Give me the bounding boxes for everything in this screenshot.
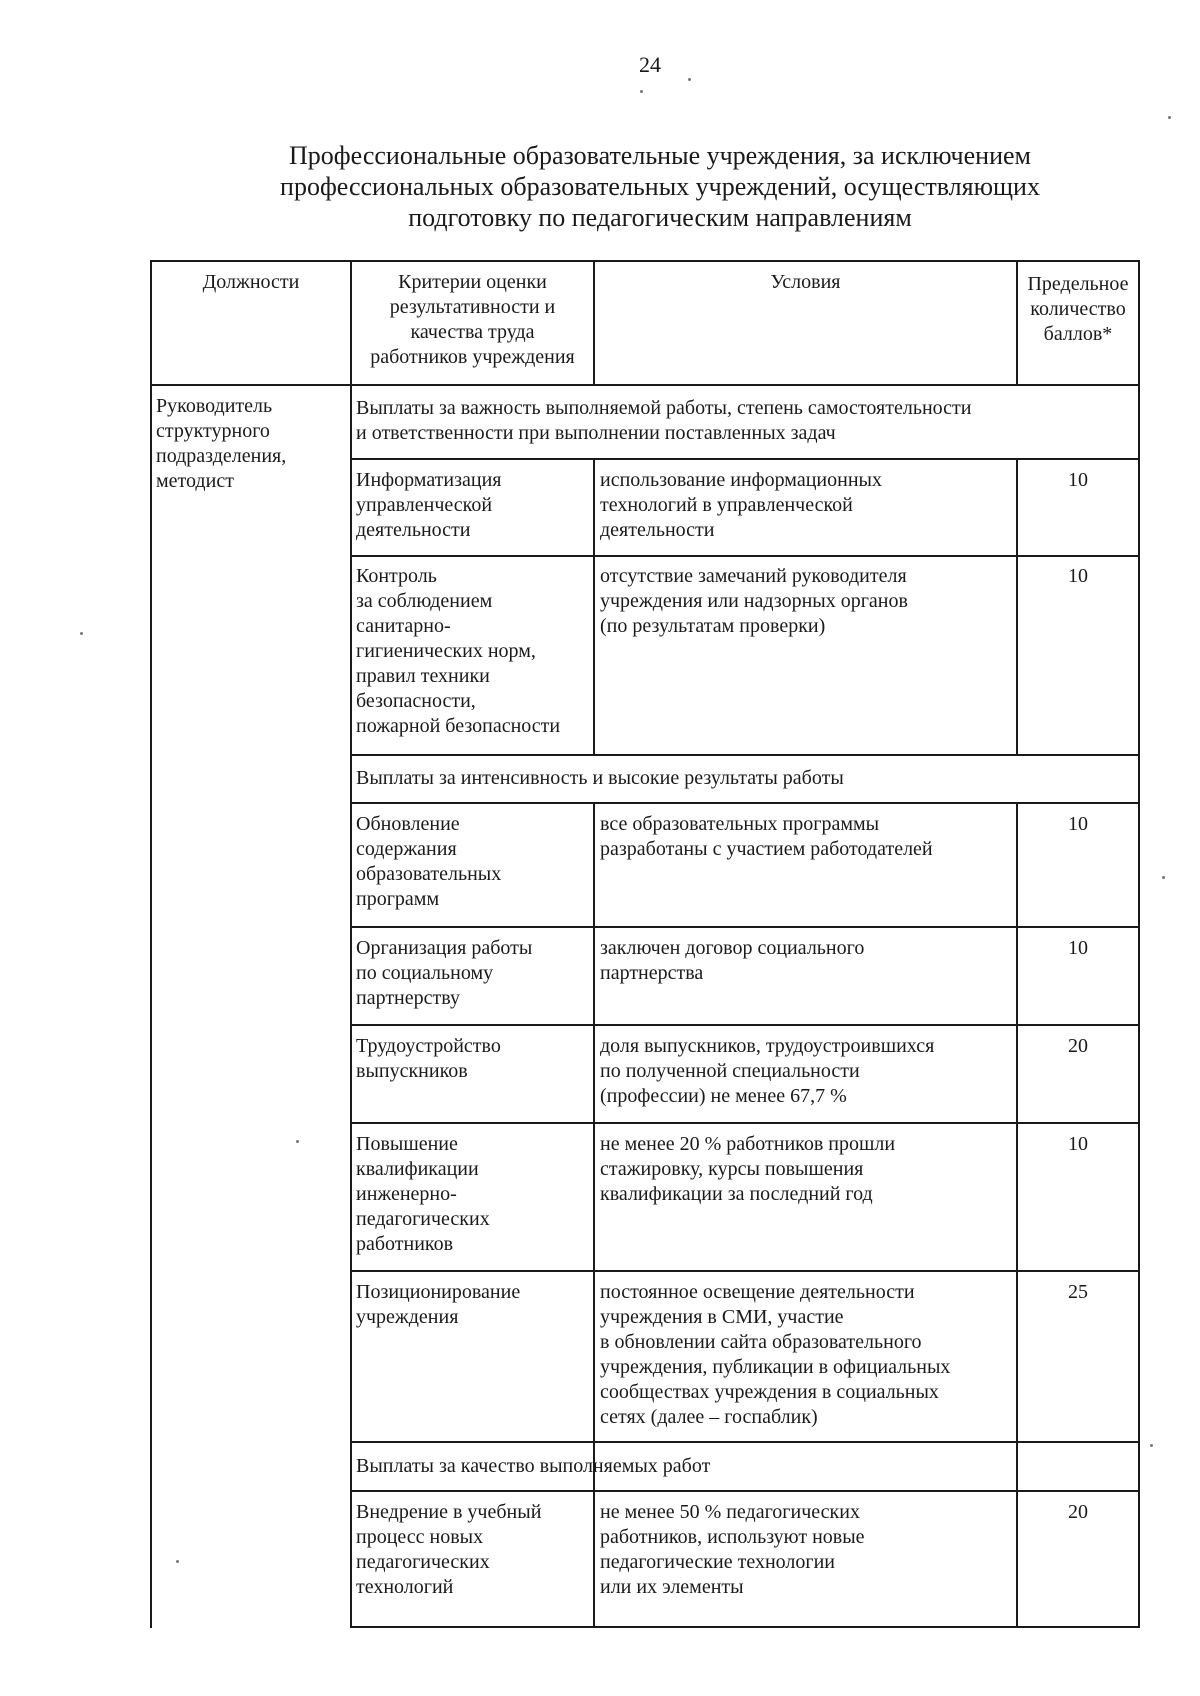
conditions-line: использование информационных	[600, 469, 882, 491]
document-title	[200, 140, 1120, 233]
column-divider	[350, 260, 352, 1628]
row-divider	[350, 802, 1140, 804]
criteria-cell	[356, 1132, 591, 1257]
criteria-line: безопасности,	[356, 690, 476, 712]
criteria-line: учреждения	[356, 1306, 459, 1328]
criteria-line: Внедрение в учебный	[356, 1501, 542, 1523]
criteria-line: Трудоустройство	[356, 1035, 501, 1057]
section-heading	[356, 396, 1136, 446]
conditions-line: технологий в управленческой	[600, 494, 853, 516]
column-divider	[1016, 458, 1018, 756]
points-cell: 20	[1068, 1501, 1088, 1523]
title-line: подготовку по педагогическим направлениям	[408, 203, 912, 232]
section-heading-line: Выплаты за важность выполняемой работы, степень самостоятельности	[356, 397, 972, 419]
header-points-line: количество	[1030, 298, 1126, 320]
conditions-line: сетях (далее – госпаблик)	[600, 1406, 818, 1428]
section-heading	[356, 766, 1136, 791]
criteria-line: санитарно-	[356, 615, 451, 637]
header-conditions: Условия	[770, 271, 841, 293]
row-divider	[350, 1441, 1140, 1443]
conditions-cell	[600, 1280, 1014, 1430]
header-position: Должности	[202, 271, 300, 293]
table-border-left	[150, 260, 152, 1628]
column-divider	[593, 458, 595, 557]
criteria-line: гигиенических норм,	[356, 640, 536, 662]
header-criteria-line: работников учреждения	[370, 346, 575, 368]
row-divider	[350, 1270, 1140, 1272]
header-criteria	[352, 270, 593, 370]
conditions-line: сообществах учреждения в социальных	[600, 1381, 939, 1403]
conditions-line: доля выпускников, трудоустроившихся	[600, 1035, 935, 1057]
criteria-cell	[356, 468, 591, 543]
table-bottom-border	[350, 1626, 1140, 1628]
row-divider	[350, 754, 1140, 756]
row-divider	[350, 555, 1140, 557]
title-line: Профессиональные образовательные учреждения, за исключением	[289, 141, 1031, 170]
criteria-line: Организация работы	[356, 937, 533, 959]
row-divider	[350, 1122, 1140, 1124]
criteria-table	[150, 260, 1140, 1628]
conditions-line: (по результатам проверки)	[600, 615, 826, 637]
criteria-cell	[356, 936, 591, 1011]
position-line: Руководитель	[156, 395, 273, 417]
criteria-line: работников	[356, 1233, 454, 1255]
points-cell: 10	[1068, 469, 1088, 491]
criteria-line: содержания	[356, 838, 457, 860]
conditions-line: педагогические технологии	[600, 1551, 835, 1573]
criteria-cell	[356, 1500, 591, 1600]
conditions-line: работников, используют новые	[600, 1526, 865, 1548]
conditions-line: деятельности	[600, 519, 715, 541]
criteria-line: Повышение	[356, 1133, 458, 1155]
criteria-cell	[356, 812, 591, 912]
criteria-cell	[356, 1280, 591, 1330]
scan-speck	[1162, 876, 1165, 879]
conditions-cell	[600, 812, 1014, 862]
criteria-line: Позиционирование	[356, 1281, 521, 1303]
criteria-line: пожарной безопасности	[356, 715, 561, 737]
criteria-line: Информатизация	[356, 469, 502, 491]
criteria-line: по социальному	[356, 962, 494, 984]
conditions-line: не менее 50 % педагогических	[600, 1501, 860, 1523]
criteria-line: Обновление	[356, 813, 460, 835]
conditions-line: учреждения или надзорных органов	[600, 590, 908, 612]
row-divider	[350, 926, 1140, 928]
position-cell	[156, 394, 348, 494]
conditions-cell	[600, 1500, 1014, 1600]
title-line: профессиональных образовательных учреждений, осуществляющих	[280, 172, 1040, 201]
column-divider	[593, 802, 595, 1492]
conditions-line: учреждения, публикации в официальных	[600, 1356, 951, 1378]
scan-speck	[80, 632, 83, 635]
points-cell: 10	[1068, 813, 1088, 835]
header-points	[1018, 272, 1138, 347]
header-points-line: Предельное	[1027, 273, 1129, 295]
header-points-line: баллов*	[1043, 323, 1113, 345]
criteria-cell	[356, 1034, 591, 1084]
scan-speck	[688, 78, 691, 81]
section-heading-line: Выплаты за качество выполняемых работ	[356, 1455, 711, 1477]
points-cell: 10	[1068, 1133, 1088, 1155]
criteria-line: образовательных	[356, 863, 502, 885]
criteria-line: программ	[356, 888, 440, 910]
conditions-cell	[600, 1034, 1014, 1109]
conditions-line: постоянное освещение деятельности	[600, 1281, 915, 1303]
scan-speck	[296, 1140, 299, 1143]
criteria-line: выпускников	[356, 1060, 468, 1082]
conditions-line: разработаны с участием работодателей	[600, 838, 933, 860]
scan-speck	[1150, 1444, 1153, 1447]
row-divider	[350, 458, 1140, 460]
table-border-top	[150, 260, 1140, 262]
conditions-line: (профессии) не менее 67,7 %	[600, 1085, 847, 1107]
page-number: 24	[639, 52, 661, 77]
criteria-line: партнерству	[356, 987, 461, 1009]
conditions-line: учреждения в СМИ, участие	[600, 1306, 844, 1328]
scan-speck	[640, 90, 643, 93]
row-divider	[350, 1490, 1140, 1492]
criteria-line: процесс новых	[356, 1526, 484, 1548]
conditions-cell	[600, 1132, 1014, 1207]
points-cell: 10	[1068, 937, 1088, 959]
conditions-line: заключен договор социального	[600, 937, 865, 959]
criteria-line: управленческой	[356, 494, 493, 516]
conditions-line: стажировку, курсы повышения	[600, 1158, 864, 1180]
criteria-line: инженерно-	[356, 1183, 457, 1205]
criteria-line: квалификации	[356, 1158, 479, 1180]
conditions-cell	[600, 564, 1014, 639]
points-cell: 20	[1068, 1035, 1088, 1057]
scan-speck	[176, 1560, 179, 1563]
conditions-cell	[600, 468, 1014, 543]
header-bottom-border	[150, 384, 1140, 386]
criteria-line: технологий	[356, 1576, 454, 1598]
conditions-line: в обновлении сайта образовательного	[600, 1331, 922, 1353]
header-criteria-line: Критерии оценки	[398, 271, 547, 293]
conditions-line: отсутствие замечаний руководителя	[600, 565, 907, 587]
conditions-line: или их элементы	[600, 1576, 744, 1598]
header-criteria-line: результативности и	[389, 296, 556, 318]
criteria-cell	[356, 564, 591, 739]
conditions-line: все образовательных программы	[600, 813, 880, 835]
header-criteria-line: качества труда	[410, 321, 535, 343]
row-divider	[350, 1024, 1140, 1026]
criteria-line: деятельности	[356, 519, 471, 541]
column-divider	[593, 1490, 595, 1628]
criteria-line: педагогических	[356, 1551, 490, 1573]
scan-speck	[1168, 116, 1171, 119]
criteria-line: педагогических	[356, 1208, 490, 1230]
position-line: методист	[156, 470, 234, 492]
section-heading-line: и ответственности при выполнении поставленных задач	[356, 422, 836, 444]
section-heading	[356, 1454, 1136, 1479]
table-border-right	[1138, 260, 1140, 1628]
criteria-line: правил техники	[356, 665, 490, 687]
position-line: структурного	[156, 420, 270, 442]
conditions-line: не менее 20 % работников прошли	[600, 1133, 896, 1155]
conditions-line: по полученной специальности	[600, 1060, 860, 1082]
points-cell: 10	[1068, 565, 1088, 587]
criteria-line: за соблюдением	[356, 590, 493, 612]
position-line: подразделения,	[156, 445, 287, 467]
conditions-cell	[600, 936, 1014, 986]
conditions-line: партнерства	[600, 962, 704, 984]
criteria-line: Контроль	[356, 565, 437, 587]
points-cell: 25	[1068, 1281, 1088, 1303]
column-divider	[593, 555, 595, 756]
conditions-line: квалификации за последний год	[600, 1183, 873, 1205]
section-heading-line: Выплаты за интенсивность и высокие результаты работы	[356, 767, 844, 789]
